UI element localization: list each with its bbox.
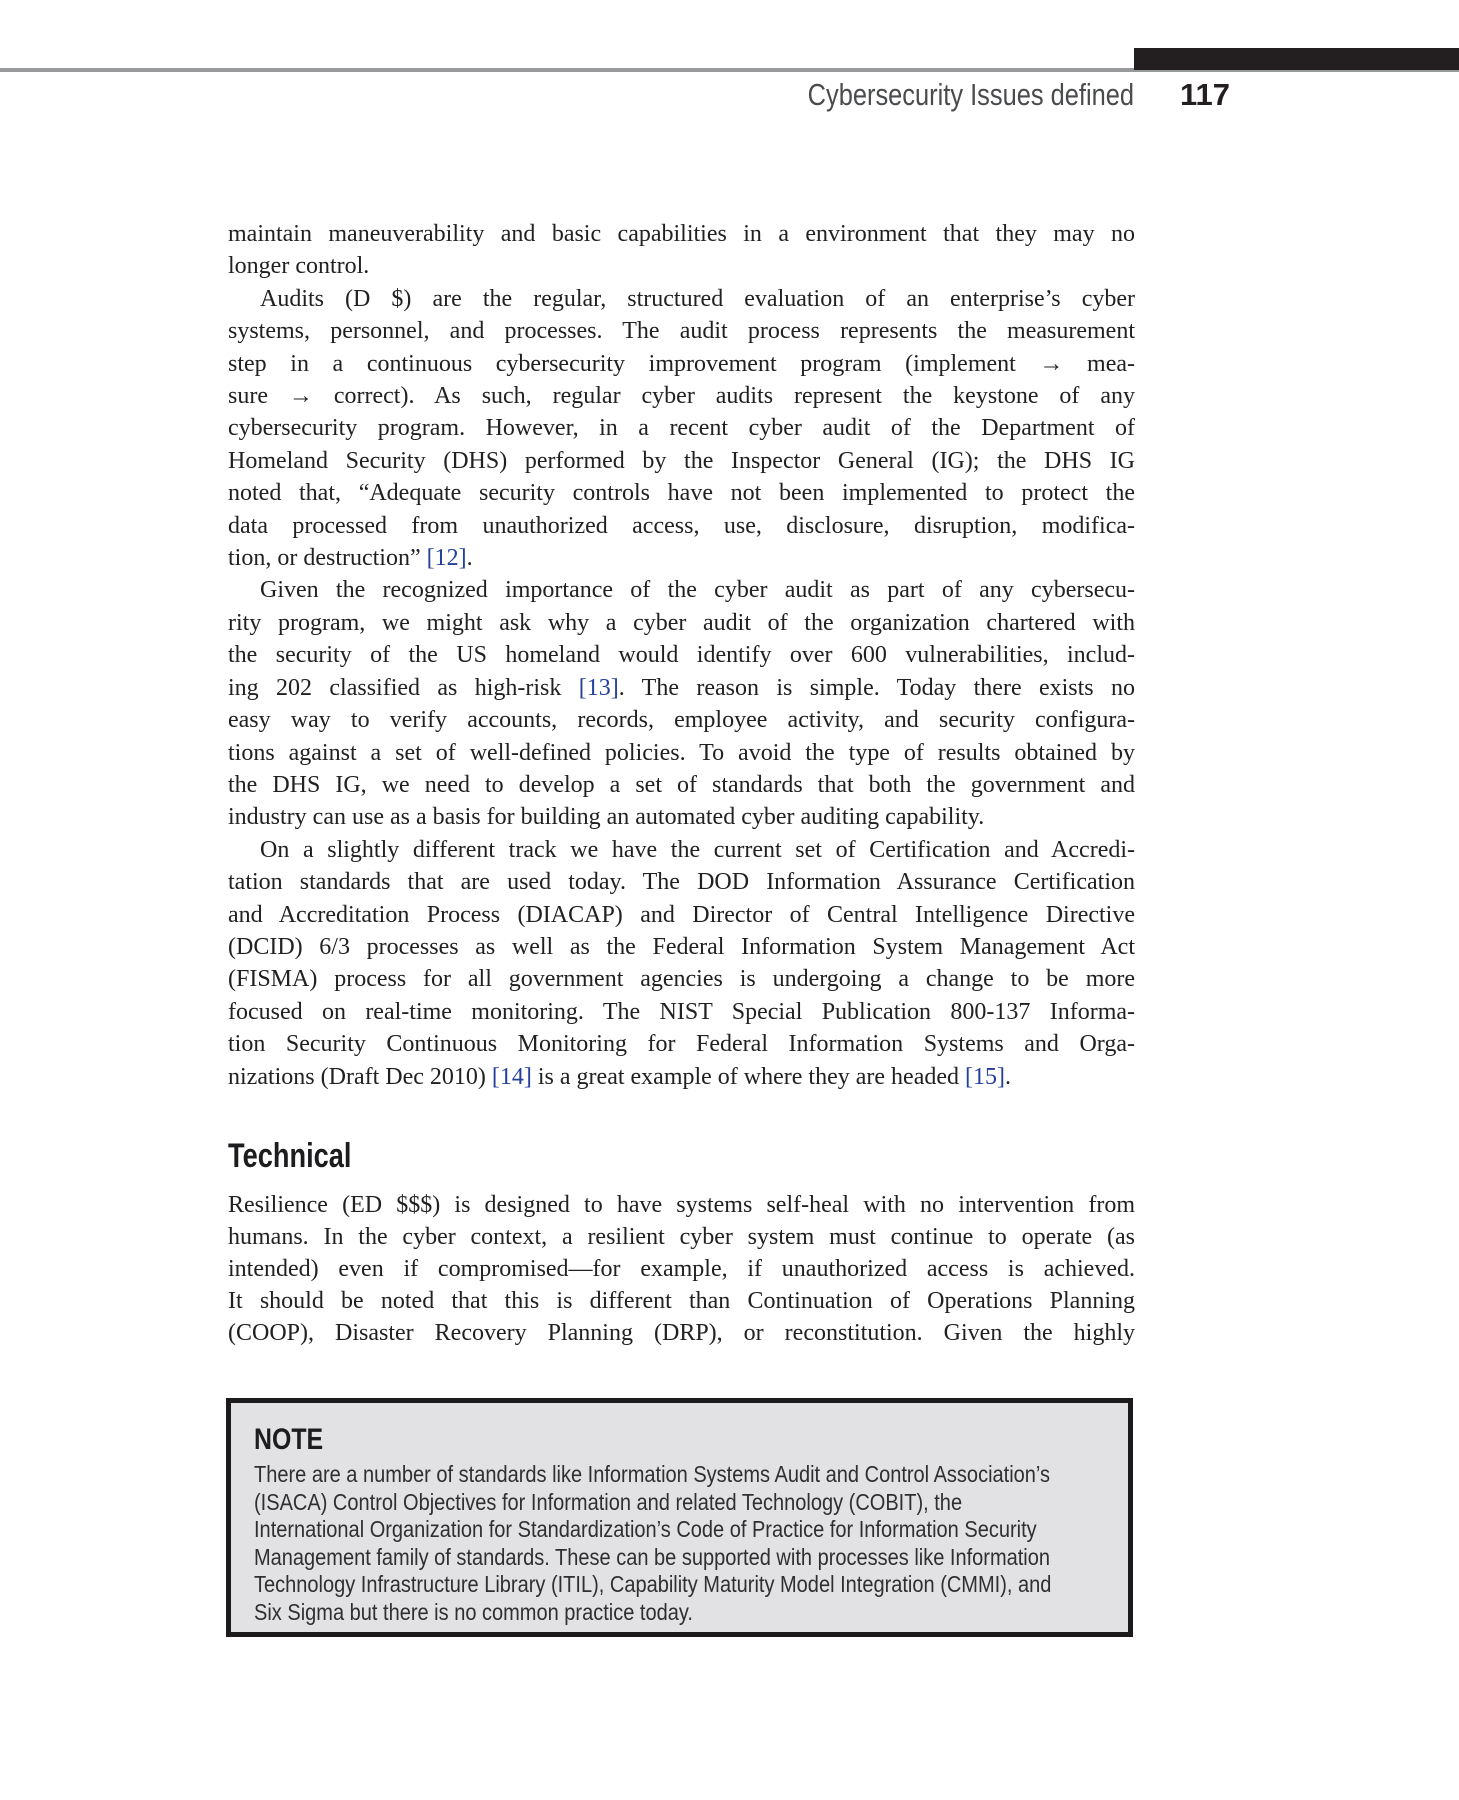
text-line: On a slightly different track we have the current set of Certification and Accredi- bbox=[260, 836, 1135, 863]
note-text-line: International Organization for Standardization’s Code of Practice for Information Security bbox=[254, 1516, 1037, 1542]
text-line: rity program, we might ask why a cyber audit of the organization chartered with bbox=[228, 609, 1135, 636]
text-line: tion, or destruction” [12]. bbox=[228, 545, 473, 572]
text-line: noted that, “Adequate security controls have not been implemented to protect the bbox=[228, 480, 1135, 507]
body-text-block bbox=[228, 218, 1135, 1093]
text-line: It should be noted that this is different than Continuation of Operations Planning bbox=[228, 1287, 1135, 1314]
text-line: the security of the US homeland would identify over 600 vulnerabilities, includ- bbox=[228, 642, 1135, 669]
running-head-title: Cybersecurity Issues defined bbox=[807, 77, 1134, 112]
text-line: tation standards that are used today. The DOD Information Assurance Certification bbox=[228, 869, 1135, 896]
text-line: longer control. bbox=[228, 253, 370, 280]
text-line: sure → correct). As such, regular cyber audits represent the keystone of any bbox=[228, 383, 1135, 410]
text-line: intended) even if compromised—for example, if unauthorized access is achieved. bbox=[228, 1255, 1135, 1282]
note-text-line: (ISACA) Control Objectives for Information and related Technology (COBIT), the bbox=[254, 1488, 963, 1515]
text-line: step in a continuous cybersecurity improvement program (implement → mea- bbox=[228, 350, 1135, 377]
section-heading: Technical bbox=[228, 1137, 352, 1175]
text-line: nizations (Draft Dec 2010) [14] is a great example of where they are headed [15]. bbox=[228, 1063, 1011, 1090]
text-line: maintain maneuverability and basic capabilities in a environment that they may no bbox=[228, 221, 1135, 247]
text-line: focused on real-time monitoring. The NIST Special Publication 800-137 Informa- bbox=[228, 998, 1135, 1025]
page-number: 117 bbox=[1179, 77, 1230, 112]
text-line: tions against a set of well-defined policies. To avoid the type of results obtained by bbox=[228, 739, 1135, 766]
text-line: (DCID) 6/3 processes as well as the Federal Information System Management Act bbox=[228, 933, 1135, 960]
text-line: Given the recognized importance of the cyber audit as part of any cybersecu- bbox=[260, 577, 1135, 604]
text-line: (FISMA) process for all government agencies is undergoing a change to be more bbox=[228, 966, 1135, 993]
text-line: Resilience (ED $$$) is designed to have systems self-heal with no intervention from bbox=[228, 1192, 1135, 1218]
citation-link[interactable]: [12] bbox=[426, 545, 467, 572]
text-line: data processed from unauthorized access, use, disclosure, disruption, modifica- bbox=[228, 512, 1135, 539]
note-box bbox=[226, 1398, 1133, 1637]
text-line: Audits (D $) are the regular, structured evaluation of an enterprise’s cyber bbox=[260, 285, 1135, 312]
citation-link[interactable]: [15] bbox=[965, 1063, 1005, 1090]
running-head bbox=[736, 77, 1230, 113]
text-line: ing 202 classified as high-risk [13]. The reason is simple. Today there exists no bbox=[228, 674, 1135, 701]
citation-link[interactable]: [13] bbox=[578, 674, 619, 701]
note-text-line: Management family of standards. These can be supported with processes like Information bbox=[254, 1543, 1051, 1570]
text-line: industry can use as a basis for building an automated cyber auditing capability. bbox=[228, 804, 985, 831]
note-text-line: Technology Infrastructure Library (ITIL), Capability Maturity Model Integration (CMMI), and bbox=[254, 1571, 1052, 1597]
citation-link[interactable]: [14] bbox=[491, 1063, 532, 1090]
text-line: tion Security Continuous Monitoring for Federal Information Systems and Orga- bbox=[228, 1031, 1135, 1058]
note-text-line: Six Sigma but there is no common practice today. bbox=[254, 1598, 693, 1625]
text-line: humans. In the cyber context, a resilient cyber system must continue to operate (as bbox=[228, 1223, 1135, 1250]
section-text-block bbox=[228, 1190, 1135, 1350]
text-line: (COOP), Disaster Recovery Planning (DRP), or reconstitution. Given the highly bbox=[228, 1319, 1135, 1346]
text-line: cybersecurity program. However, in a recent cyber audit of the Department of bbox=[228, 415, 1135, 442]
text-line: Homeland Security (DHS) performed by the Inspector General (IG); the DHS IG bbox=[228, 447, 1135, 474]
header-black-tab bbox=[1134, 48, 1459, 70]
text-line: the DHS IG, we need to develop a set of standards that both the government and bbox=[228, 771, 1135, 798]
text-line: easy way to verify accounts, records, employee activity, and security configura- bbox=[228, 707, 1135, 734]
text-line: and Accreditation Process (DIACAP) and Director of Central Intelligence Directive bbox=[228, 901, 1135, 928]
note-text-line: There are a number of standards like Information Systems Audit and Control Association’s bbox=[254, 1461, 1050, 1487]
text-line: systems, personnel, and processes. The audit process represents the measurement bbox=[228, 318, 1135, 345]
note-text bbox=[254, 1461, 1108, 1626]
note-title: NOTE bbox=[254, 1423, 324, 1456]
